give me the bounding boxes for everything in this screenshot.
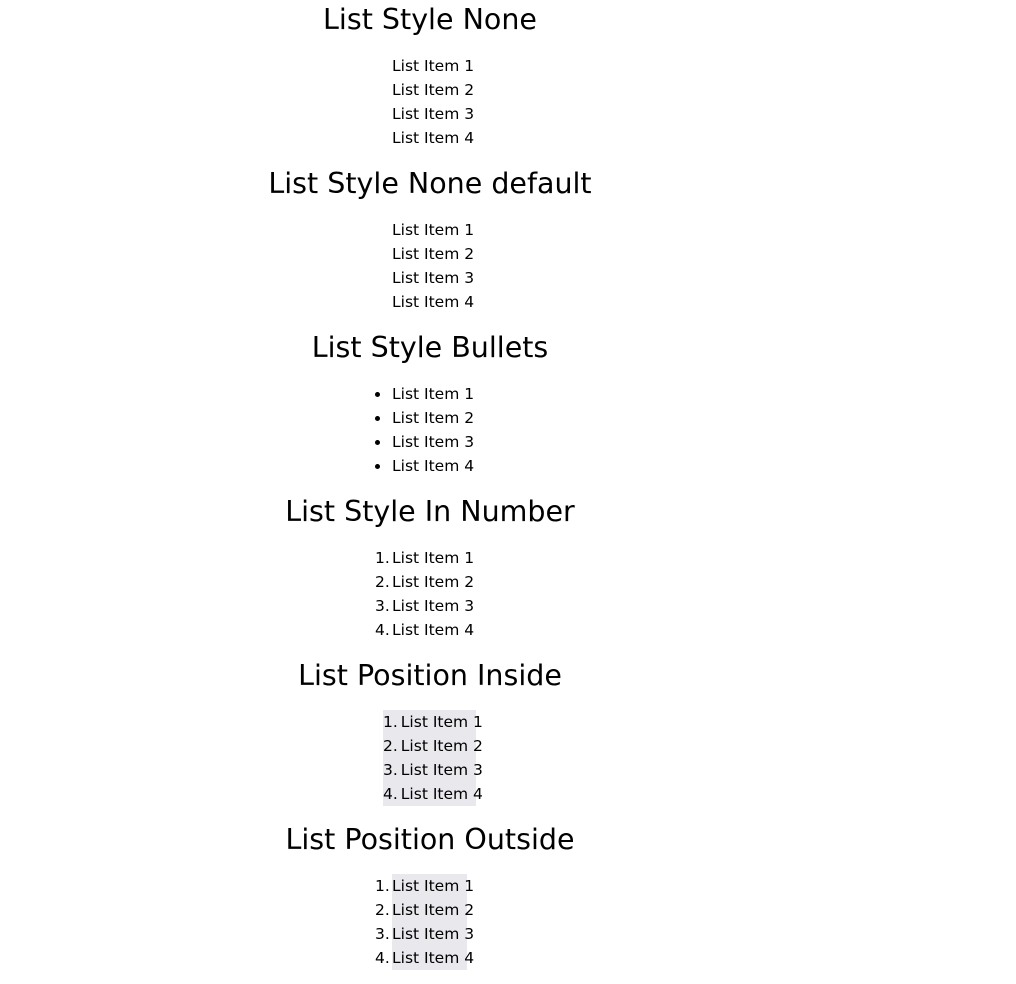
list-item-label: List Item 3 — [392, 105, 475, 123]
section-list-style-bullets — [0, 328, 860, 492]
list-style-in-number-list — [375, 546, 475, 642]
list-position-inside-list — [383, 710, 483, 806]
list-number-marker: 4. — [375, 621, 390, 639]
list-number-marker: 2. — [383, 737, 398, 755]
list-item-label: List Item 4 — [392, 129, 475, 147]
list-item-label: List Item 2 — [400, 737, 483, 755]
list-item-label: List Item 1 — [400, 713, 483, 731]
list-item — [375, 946, 475, 970]
section-title-list-style-in-number: List Style In Number — [285, 495, 575, 528]
section-title-list-style-none-default: List Style None default — [268, 167, 592, 200]
list-item — [383, 782, 483, 806]
list-item-label: List Item 1 — [392, 385, 475, 403]
list-number-marker: 2. — [375, 573, 390, 591]
list-number-marker: 3. — [375, 925, 390, 943]
list-number-marker: 3. — [375, 597, 390, 615]
list-item-label: List Item 4 — [400, 785, 483, 803]
list-item — [392, 102, 474, 126]
list-item — [392, 54, 474, 78]
list-item — [392, 266, 474, 290]
list-number-marker: 1. — [383, 713, 398, 731]
list-style-none-default-list — [392, 218, 474, 314]
list-item-label: List Item 3 — [392, 433, 475, 451]
list-item-label: List Item 4 — [392, 457, 475, 475]
section-list-position-outside — [0, 820, 860, 984]
list-item — [392, 126, 474, 150]
list-number-marker: 1. — [375, 877, 390, 895]
section-list-style-in-number — [0, 492, 860, 656]
section-title-list-style-none: List Style None — [323, 3, 537, 36]
list-number-marker: 3. — [383, 761, 398, 779]
list-item-label: List Item 4 — [392, 293, 475, 311]
list-item — [375, 874, 475, 898]
list-item-label: List Item 1 — [392, 221, 475, 239]
list-item — [375, 922, 475, 946]
list-item — [383, 710, 483, 734]
list-item — [375, 570, 475, 594]
list-item — [375, 546, 475, 570]
list-item — [392, 382, 474, 406]
list-style-none-list — [392, 54, 474, 150]
section-title-list-position-outside: List Position Outside — [285, 823, 575, 856]
list-item — [383, 758, 483, 782]
list-item-label: List Item 4 — [392, 949, 475, 967]
list-item-label: List Item 2 — [392, 901, 475, 919]
list-number-marker: 2. — [375, 901, 390, 919]
list-item-label: List Item 3 — [392, 269, 475, 287]
section-title-list-position-inside: List Position Inside — [298, 659, 562, 692]
list-number-marker: 4. — [383, 785, 398, 803]
section-list-position-inside — [0, 656, 860, 820]
list-item — [383, 734, 483, 758]
list-item — [392, 430, 474, 454]
bullet-icon — [375, 392, 380, 397]
list-item-label: List Item 2 — [392, 81, 475, 99]
list-style-bullets-list — [392, 382, 474, 478]
section-list-style-none — [0, 0, 860, 164]
list-item — [392, 218, 474, 242]
list-position-outside-list — [375, 874, 475, 970]
list-item-label: List Item 1 — [392, 549, 475, 567]
bullet-icon — [375, 416, 380, 421]
list-item — [375, 594, 475, 618]
list-item-label: List Item 3 — [392, 925, 475, 943]
list-item — [392, 78, 474, 102]
list-item — [392, 242, 474, 266]
list-item-label: List Item 3 — [400, 761, 483, 779]
bullet-icon — [375, 440, 380, 445]
list-item — [392, 406, 474, 430]
list-item — [375, 618, 475, 642]
list-item — [392, 290, 474, 314]
list-item — [375, 898, 475, 922]
list-item-label: List Item 2 — [392, 573, 475, 591]
list-number-marker: 1. — [375, 549, 390, 567]
list-item-label: List Item 4 — [392, 621, 475, 639]
list-item-label: List Item 3 — [392, 597, 475, 615]
list-item-label: List Item 1 — [392, 57, 475, 75]
section-list-style-none-default — [0, 164, 860, 328]
section-title-list-style-bullets: List Style Bullets — [311, 331, 549, 364]
list-item-label: List Item 1 — [392, 877, 475, 895]
list-number-marker: 4. — [375, 949, 390, 967]
bullet-icon — [375, 464, 380, 469]
list-item-label: List Item 2 — [392, 409, 475, 427]
list-item-label: List Item 2 — [392, 245, 475, 263]
list-item — [392, 454, 474, 478]
